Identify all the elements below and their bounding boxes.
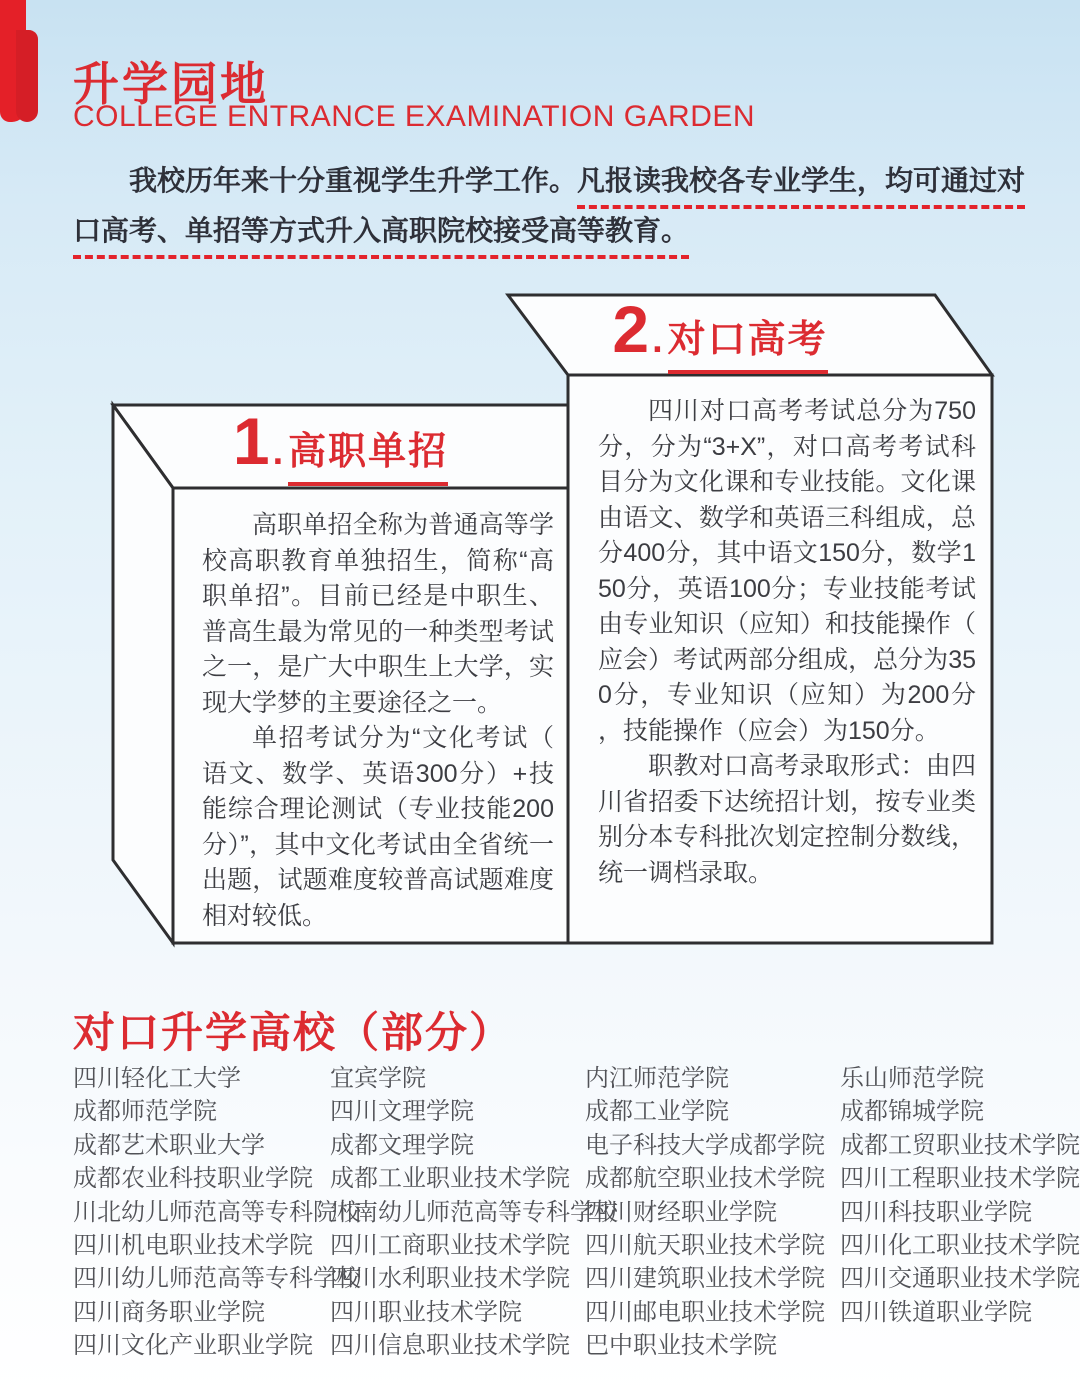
box2-number: 2 — [612, 292, 650, 366]
intro-text-underlined: 凡报读我校各专业学生，均可通过对 — [577, 165, 1025, 209]
university-item: 四川幼儿师范高等专科学校 — [73, 1265, 361, 1293]
university-item: 四川交通职业技术学院 — [840, 1265, 1080, 1293]
university-item: 成都工业学院 — [585, 1098, 729, 1126]
university-item: 四川科技职业学院 — [840, 1198, 1032, 1226]
university-item: 巴中职业技术学院 — [585, 1332, 777, 1360]
universities-column-2 — [330, 1062, 618, 1363]
university-item: 四川信息职业技术学院 — [330, 1332, 570, 1360]
university-item: 成都艺术职业大学 — [73, 1131, 265, 1159]
university-item: 四川商务职业学院 — [73, 1298, 265, 1326]
university-item: 成都航空职业技术学院 — [585, 1165, 825, 1193]
box1-number: 1 — [232, 404, 270, 478]
university-item: 四川铁道职业学院 — [840, 1298, 1032, 1326]
university-item: 四川机电职业技术学院 — [73, 1232, 313, 1260]
intro-text-plain: 我校历年来十分重视学生升学工作。 — [129, 165, 578, 196]
universities-list — [73, 1062, 1080, 1363]
intro-text-underlined: 口高考、单招等方式升入高职院校接受高等教育。 — [73, 215, 689, 259]
university-item: 成都锦城学院 — [840, 1098, 984, 1126]
box1-body — [202, 508, 554, 934]
universities-section-title: 对口升学高校（部分） — [73, 1009, 514, 1056]
university-item: 内江师范学院 — [585, 1065, 729, 1092]
box1-dot: . — [272, 431, 284, 473]
university-item: 四川职业技术学院 — [330, 1298, 522, 1326]
box2-title — [508, 292, 932, 376]
university-item: 成都工业职业技术学院 — [330, 1165, 570, 1193]
box1-title-text: 高职单招 — [288, 420, 448, 486]
university-item: 川北幼儿师范高等专科院校 — [73, 1198, 361, 1226]
university-item: 成都农业科技职业学院 — [73, 1165, 313, 1193]
universities-column-1 — [73, 1062, 361, 1363]
university-item: 成都工贸职业技术学院 — [840, 1131, 1080, 1159]
page-subtitle: COLLEGE ENTRANCE EXAMINATION GARDEN — [73, 100, 756, 133]
box2-body — [598, 394, 976, 891]
university-item: 乐山师范学院 — [840, 1065, 984, 1092]
university-item: 四川财经职业学院 — [585, 1198, 777, 1226]
box1-paragraph-2: 单招考试分为“文化考试（语文、数学、英语300分）+技能综合理论测试（专业技能200分）”，其中文化考试由全省统一出题，试题难度较普高试题难度相对较低。 — [202, 724, 554, 930]
university-item: 成都文理学院 — [330, 1131, 474, 1159]
university-item: 四川水利职业技术学院 — [330, 1265, 570, 1293]
universities-column-3 — [585, 1062, 840, 1363]
box1-title — [113, 404, 568, 488]
box2-title-text: 对口高考 — [668, 308, 828, 374]
box2-dot: . — [652, 319, 663, 361]
university-item: 四川建筑职业技术学院 — [585, 1265, 825, 1293]
box2-paragraph-2: 职教对口高考录取形式：由四川省招委下达统招计划，按专业类别分本专科批次划定控制分数线，统一调档录取。 — [598, 752, 976, 887]
box2-paragraph-1: 四川对口高考考试总分为750分，分为“3+X”，对口高考考试科目分为文化课和专业技能。文化课由语文、数学和英语三科组成，总分400分，其中语文150分，数学150分，英语100分；专业技能考试由专业知识（应知）和技能操作（应会）考试两部分组成，总分为350分，专业知识（应知）为200分，技能操作（应会）为150分。 — [598, 397, 976, 745]
university-item: 四川文理学院 — [330, 1098, 474, 1126]
university-item: 四川工商职业技术学院 — [330, 1232, 570, 1260]
universities-column-4 — [840, 1062, 1080, 1363]
university-item: 四川化工职业技术学院 — [840, 1232, 1080, 1260]
university-item: 四川邮电职业技术学院 — [585, 1298, 825, 1326]
university-item: 川南幼儿师范高等专科学校 — [330, 1198, 618, 1226]
university-item: 四川轻化工大学 — [73, 1065, 241, 1092]
university-item: 四川文化产业职业学院 — [73, 1332, 313, 1360]
box1-paragraph-1: 高职单招全称为普通高等学校高职教育单独招生，简称“高职单招”。目前已经是中职生、普高生最为常见的一种类型考试之一，是广大中职生上大学，实现大学梦的主要途径之一。 — [202, 511, 554, 717]
university-item: 成都师范学院 — [73, 1098, 217, 1126]
university-item: 四川工程职业技术学院 — [840, 1165, 1080, 1193]
university-item: 电子科技大学成都学院 — [585, 1131, 825, 1159]
page-title: 升学园地 — [73, 58, 269, 110]
university-item: 宜宾学院 — [330, 1065, 426, 1092]
university-item: 四川航天职业技术学院 — [585, 1232, 825, 1260]
